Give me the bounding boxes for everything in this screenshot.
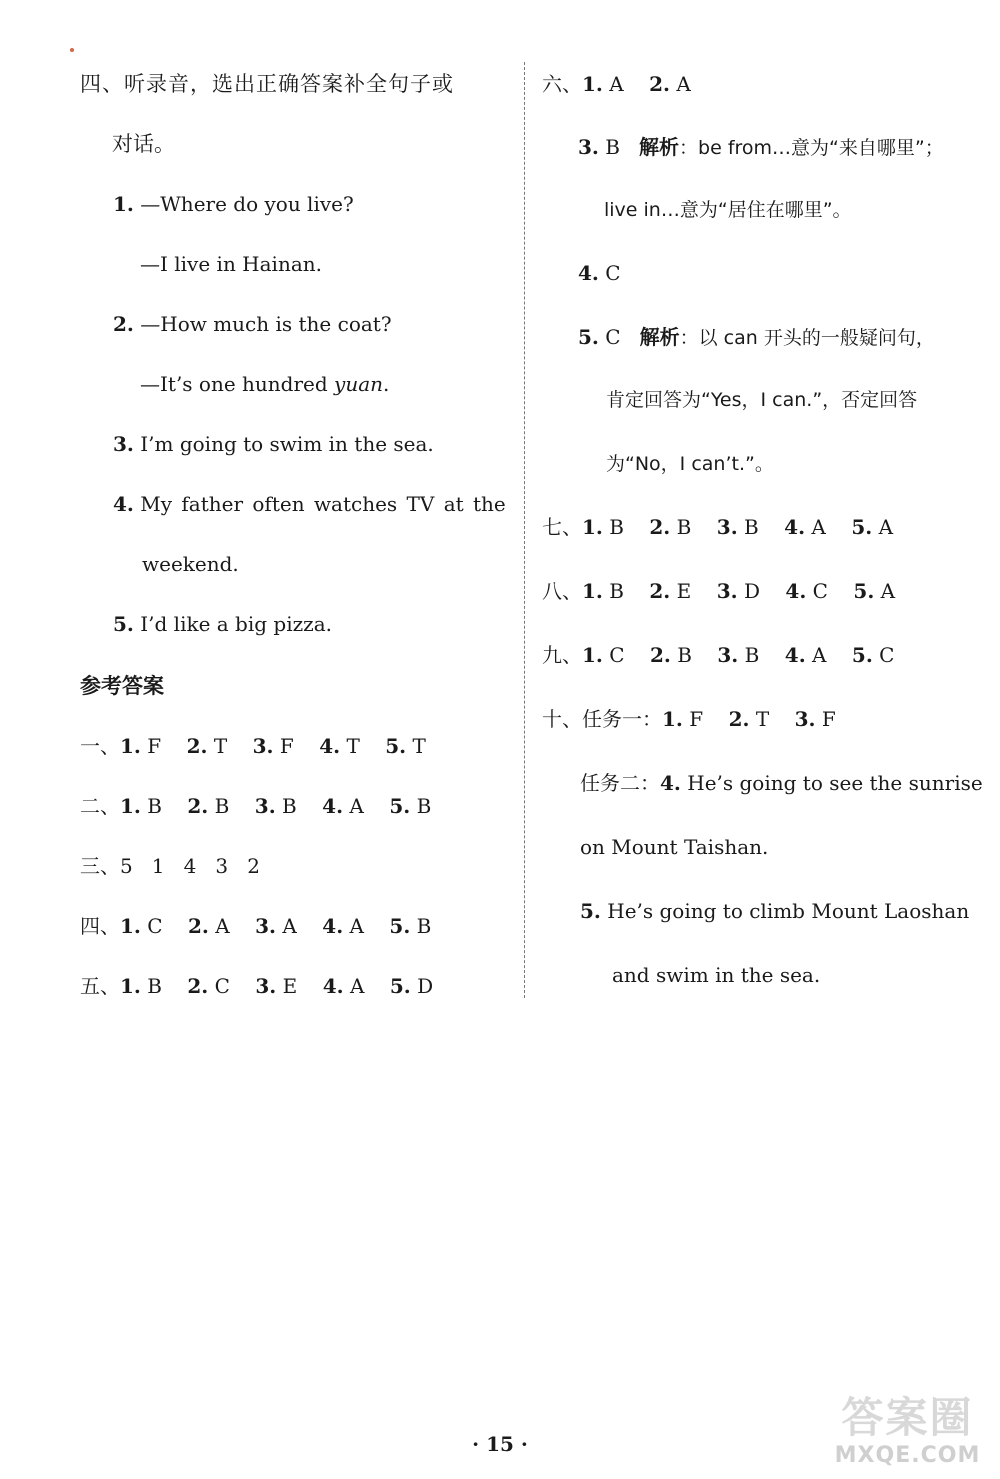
answer-row-10-task2-5: 5. He’s going to climb Mount Laoshan <box>580 899 970 923</box>
section-4-title: 四、听录音，选出正确答案补全句子或 <box>80 72 454 96</box>
answer-row-2: 二、1. B 2. B 3. B 4. A 5. B <box>80 794 432 818</box>
answer-row-4: 四、1. C 2. A 3. A 4. A 5. B <box>80 914 432 938</box>
site-watermark <box>820 1395 995 1475</box>
answer-6-5-cont: 肯定回答为“Yes，I can.”，否定回答 <box>606 389 918 411</box>
watermark-url: MXQE.COM <box>834 1443 981 1468</box>
watermark-logo: 答案圈 <box>841 1393 974 1442</box>
answer-6-5: 5. C 解析：以 can 开头的一般疑问句， <box>578 325 935 349</box>
answer-row-6-top: 六、1. A 2. A <box>542 72 691 96</box>
answer-row-8: 八、1. B 2. E 3. D 4. C 5. A <box>542 579 896 603</box>
transcript-item-4-cont: weekend. <box>142 552 239 576</box>
transcript-item-4: 4. My father often watches TV at the <box>113 492 506 516</box>
answer-row-9: 九、1. C 2. B 3. B 4. A 5. C <box>542 643 895 667</box>
transcript-item-1: 1. —Where do you live? <box>113 192 354 216</box>
transcript-item-5: 5. I’d like a big pizza. <box>113 612 332 636</box>
transcript-item-2: 2. —How much is the coat? <box>113 312 392 336</box>
answer-row-5: 五、1. B 2. C 3. E 4. A 5. D <box>80 974 434 998</box>
answer-row-1: 一、1. F 2. T 3. F 4. T 5. T <box>80 734 426 758</box>
transcript-item-3: 3. I’m going to swim in the sea. <box>113 432 434 456</box>
page-number: · 15 · <box>472 1432 528 1456</box>
answer-row-10-task2: 任务二：4. He’s going to see the sunrise <box>580 771 983 795</box>
answer-row-7: 七、1. B 2. B 3. B 4. A 5. A <box>542 515 894 539</box>
transcript-item-1-reply: —I live in Hainan. <box>140 252 322 276</box>
section-4-title-continued: 对话。 <box>112 132 175 156</box>
answer-key-heading: 参考答案 <box>80 674 164 698</box>
column-divider <box>524 62 525 998</box>
answer-6-4: 4. C <box>578 261 621 285</box>
answer-row-10-task1: 十、任务一：1. F 2. T 3. F <box>542 707 836 731</box>
ink-dot <box>70 48 74 52</box>
answer-6-3-cont: live in…意为“居住在哪里”。 <box>604 199 852 221</box>
transcript-item-2-reply: —It’s one hundred yuan. <box>140 372 390 396</box>
answer-row-10-task2-5-cont: and swim in the sea. <box>612 963 821 987</box>
answer-row-10-task2-cont: on Mount Taishan. <box>580 835 769 859</box>
answer-6-3: 3. B 解析：be from…意为“来自哪里”； <box>578 135 944 159</box>
answer-row-3: 三、5 1 4 3 2 <box>80 854 260 878</box>
answer-6-5-cont2: 为“No，I can’t.”。 <box>606 453 774 475</box>
